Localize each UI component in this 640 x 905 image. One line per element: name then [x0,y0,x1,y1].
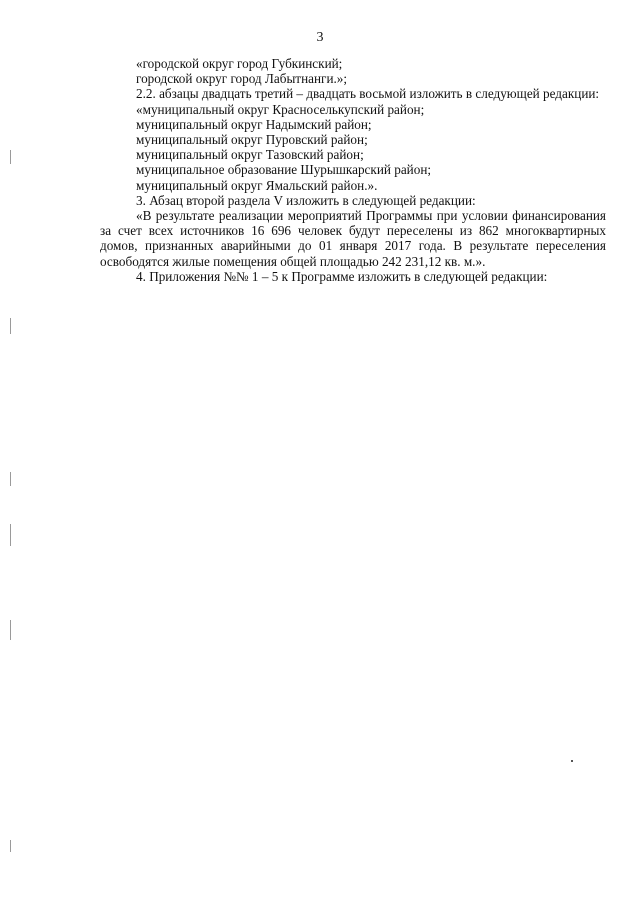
district-line-labytnangi: городской округ город Лабытнанги.»; [136,71,348,87]
section-3-text: «В результате реализации мероприятий Программы при условии финансирования за счет всех источников 16 696 человек будут переселены из 862 многоквартирных домов, признанных аварийными до 01 января 2017 года. В результате переселения освободятся жилые помещения общей площадью 242 231,12 кв. м.». [100,208,606,269]
district-line-gubkinsky: «городской округ город Губкинский; [136,56,343,71]
scan-artifact [10,472,11,486]
list-item: «муниципальный округ Красноселькупский район; [136,101,425,117]
section-4-text: 4. Приложения №№ 1 – 5 к Программе изложить в следующей редакции: [136,268,548,284]
page-number: 3 [316,30,324,45]
list-item: муниципальный округ Ямальский район.». [136,177,378,193]
scan-artifact [10,150,11,164]
list-item: муниципальный округ Тазовский район; [136,147,364,163]
section-3-heading: 3. Абзац второй раздела V изложить в следующей редакции: [136,192,476,208]
list-item: муниципальный округ Надымский район; [136,116,372,132]
scan-artifact [10,524,11,546]
scan-artifact [10,318,11,334]
scan-speck [571,760,573,762]
paragraph-2-2: 2.2. абзацы двадцать третий – двадцать восьмой изложить в следующей редакции: [136,86,600,102]
scan-artifact [10,620,11,640]
scan-artifact [10,840,11,852]
list-item: муниципальное образование Шурышкарский район; [136,162,432,178]
list-item: муниципальный округ Пуровский район; [136,132,368,148]
document-body [100,56,606,284]
